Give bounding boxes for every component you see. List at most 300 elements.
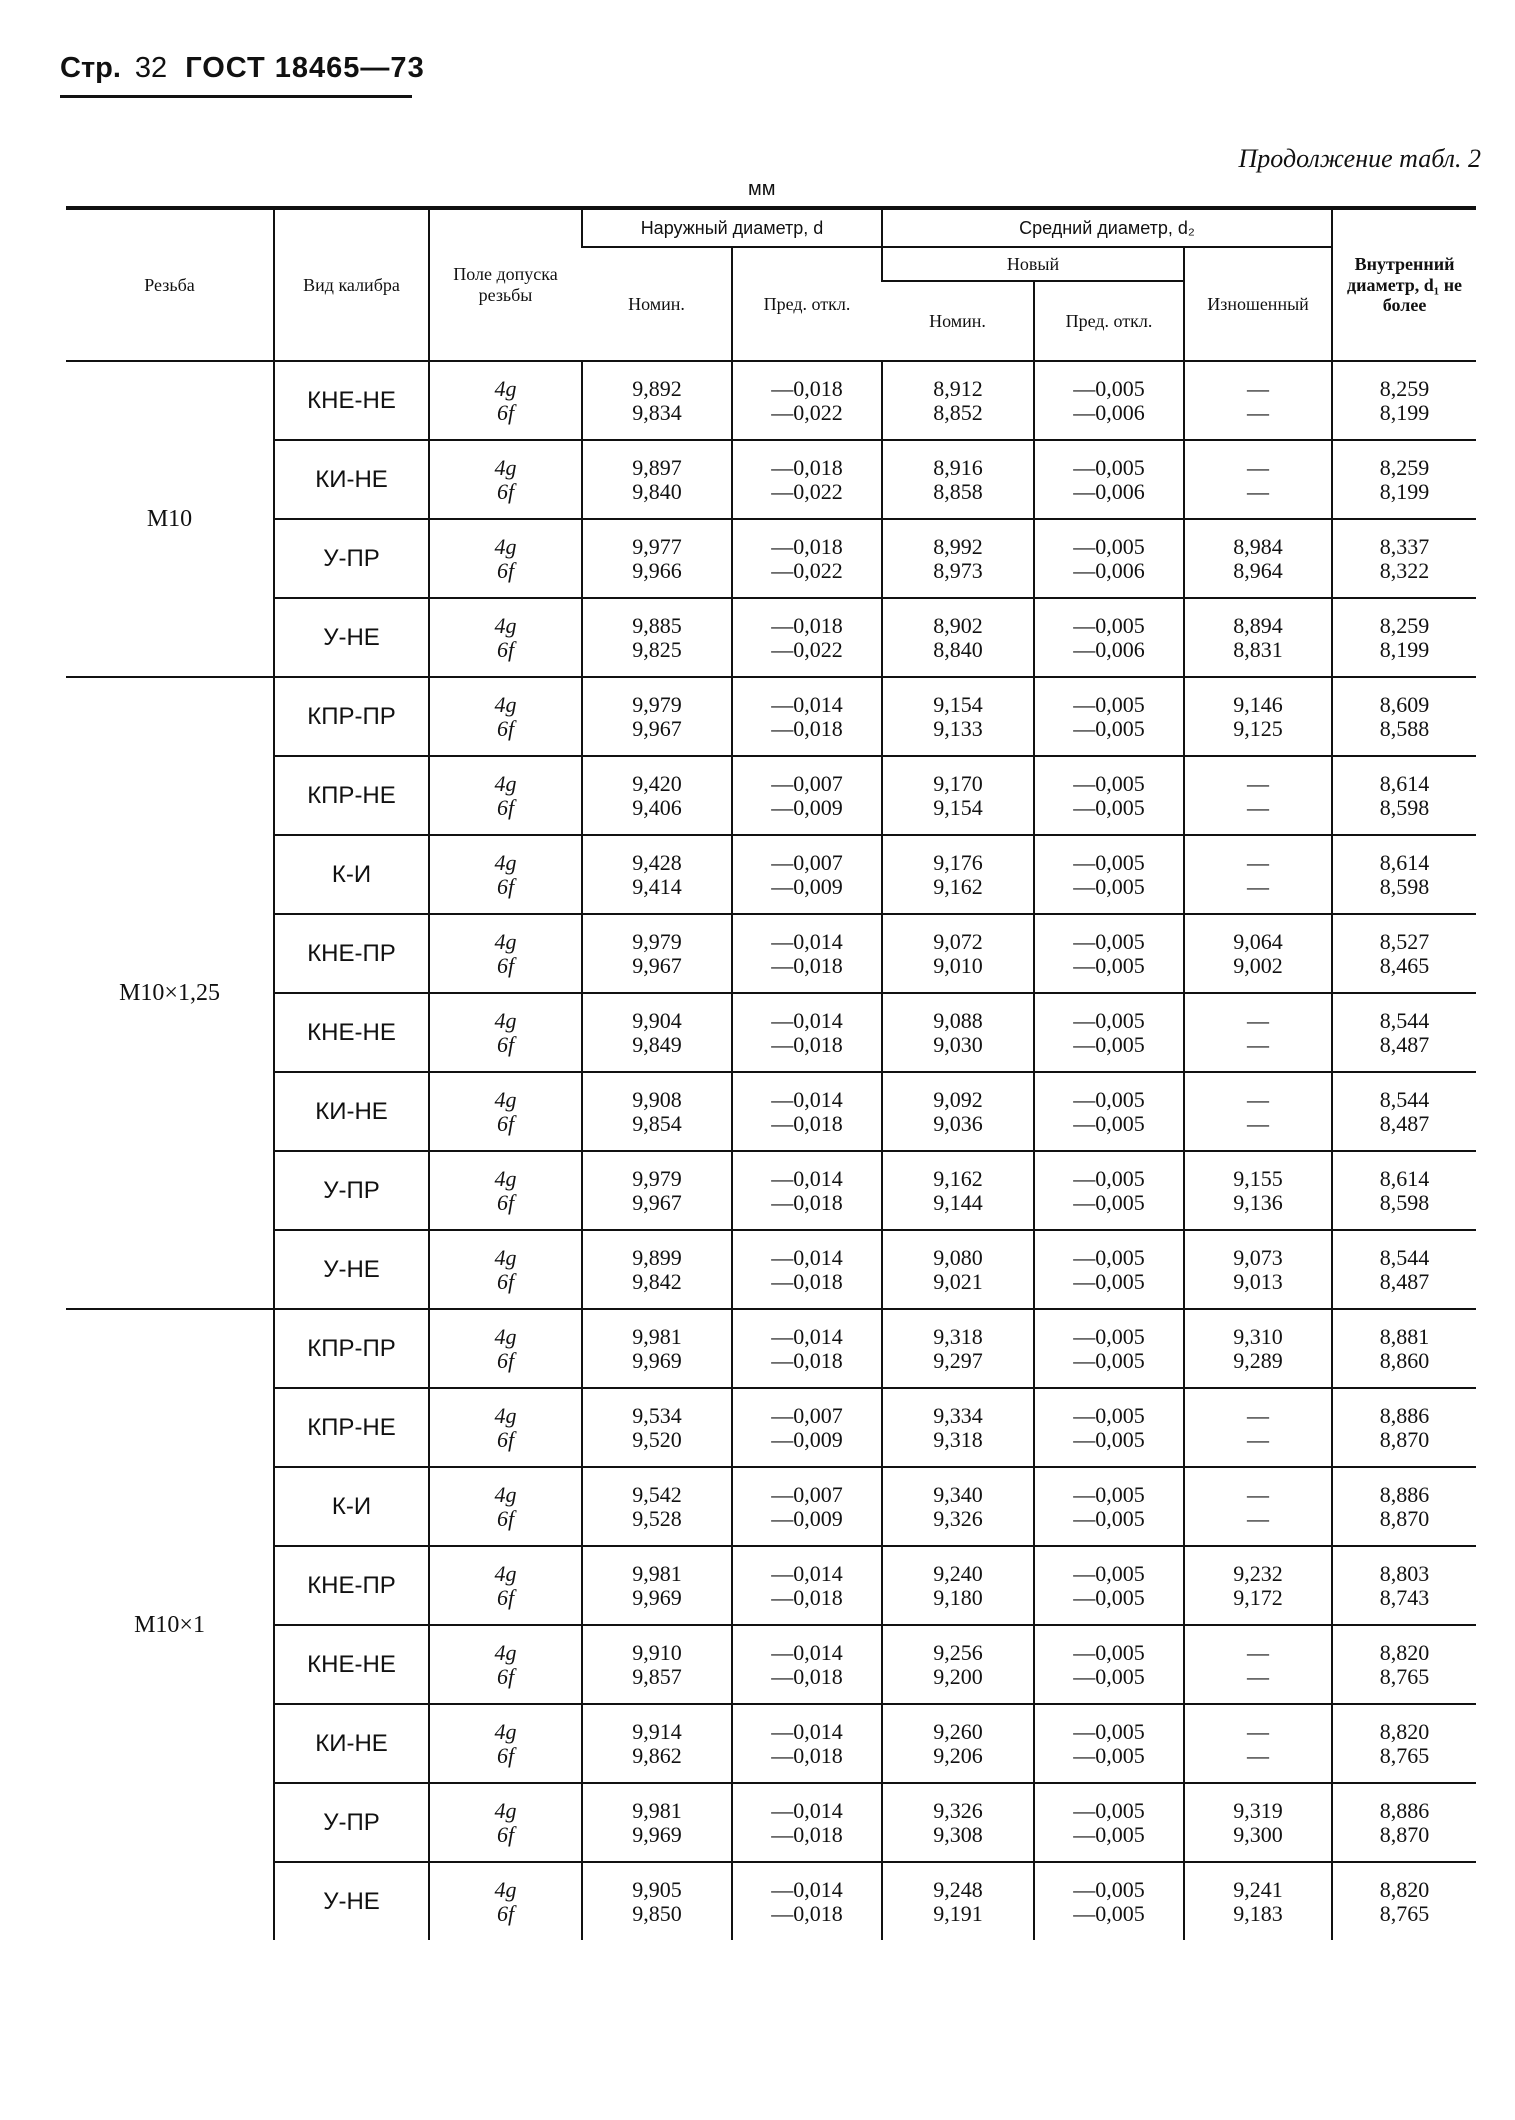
inner-diameter-value: 8,337 <box>1379 533 1430 559</box>
middle-nominal-value: 8,912 <box>933 375 983 401</box>
outer-deviation <box>732 519 882 598</box>
table-row <box>66 1230 1476 1309</box>
middle-nominal-value: 9,080 <box>933 1244 983 1270</box>
middle-nominal-value: 9,133 <box>933 715 983 741</box>
middle-nominal-value: 9,144 <box>933 1189 983 1215</box>
col-header-middle-diameter <box>882 208 1332 247</box>
inner-diameter <box>1332 756 1476 835</box>
middle-nominal-value: 8,902 <box>933 612 983 638</box>
outer-deviation-value: —0,009 <box>771 794 843 820</box>
inner-diameter <box>1332 1546 1476 1625</box>
worn-middle <box>1184 1546 1332 1625</box>
table-row <box>66 914 1476 993</box>
tolerance-field <box>429 1230 582 1309</box>
table-row <box>66 677 1476 756</box>
middle-deviation-value: —0,005 <box>1073 1165 1145 1191</box>
tolerance-field-value: 6f <box>496 873 515 899</box>
worn-middle <box>1184 1072 1332 1151</box>
worn-middle <box>1184 1467 1332 1546</box>
inner-diameter-value: 8,487 <box>1379 1031 1430 1057</box>
inner-diameter <box>1332 1862 1476 1940</box>
worn-middle-value: — <box>1247 1402 1270 1428</box>
middle-nominal-value: 9,256 <box>933 1639 983 1665</box>
middle-nominal-value: 8,840 <box>933 636 983 662</box>
outer-deviation-value: —0,018 <box>771 1663 843 1689</box>
tolerance-field-value: 4g <box>494 691 517 717</box>
inner-diameter-value: 8,820 <box>1379 1639 1430 1665</box>
table-row <box>66 1388 1476 1467</box>
inner-diameter <box>1332 1388 1476 1467</box>
outer-nominal-value: 9,862 <box>632 1742 682 1768</box>
middle-nominal <box>882 1151 1034 1230</box>
middle-nominal <box>882 519 1034 598</box>
outer-nominal-value: 9,981 <box>632 1323 682 1349</box>
tolerance-field-value: 4g <box>494 1086 517 1112</box>
middle-deviation-value: —0,005 <box>1073 1639 1145 1665</box>
outer-deviation <box>732 1072 882 1151</box>
col-header-thread: Резьба <box>66 208 274 361</box>
thread-designation: M10×1 <box>66 1309 274 1940</box>
tolerance-field <box>429 1309 582 1388</box>
outer-nominal-value: 9,842 <box>632 1268 682 1294</box>
worn-middle <box>1184 1309 1332 1388</box>
worn-middle <box>1184 835 1332 914</box>
outer-deviation <box>732 440 882 519</box>
outer-deviation-value: —0,022 <box>771 557 843 583</box>
outer-nominal-value: 9,834 <box>632 399 682 425</box>
tolerance-field <box>429 993 582 1072</box>
inner-diameter-value: 8,598 <box>1379 794 1430 820</box>
unit-label: мм <box>748 178 776 200</box>
table-row <box>66 1467 1476 1546</box>
outer-deviation-value: —0,018 <box>771 1110 843 1136</box>
middle-nominal <box>882 1309 1034 1388</box>
middle-deviation-value: —0,005 <box>1073 1031 1145 1057</box>
outer-nominal <box>582 1704 732 1783</box>
middle-nominal <box>882 1783 1034 1862</box>
outer-nominal <box>582 361 732 440</box>
inner-diameter-value: 8,820 <box>1379 1876 1430 1902</box>
middle-deviation-value: —0,005 <box>1073 1086 1145 1112</box>
middle-nominal-value: 9,170 <box>933 770 983 796</box>
tolerance-field-value: 6f <box>496 478 515 504</box>
outer-deviation <box>732 1783 882 1862</box>
outer-nominal-value: 9,969 <box>632 1821 682 1847</box>
inner-diameter-value: 8,259 <box>1379 375 1430 401</box>
inner-diameter <box>1332 677 1476 756</box>
middle-nominal <box>882 1230 1034 1309</box>
tolerance-field <box>429 914 582 993</box>
col-header-middle-nominal: Номин. <box>882 281 1034 361</box>
middle-deviation <box>1034 1309 1184 1388</box>
middle-deviation <box>1034 1230 1184 1309</box>
inner-diameter <box>1332 1230 1476 1309</box>
tolerance-field-value: 4g <box>494 1481 517 1507</box>
tolerance-field-value: 4g <box>494 1718 517 1744</box>
outer-nominal-value: 9,885 <box>632 612 682 638</box>
inner-diameter-value: 8,870 <box>1379 1505 1430 1531</box>
middle-nominal <box>882 677 1034 756</box>
tolerance-field-value: 6f <box>496 557 515 583</box>
outer-nominal-value: 9,905 <box>632 1876 682 1902</box>
outer-deviation-value: —0,007 <box>771 1402 843 1428</box>
worn-middle-value: — <box>1247 849 1270 875</box>
outer-nominal <box>582 756 732 835</box>
tolerance-field-value: 4g <box>494 1797 517 1823</box>
middle-deviation-value: —0,005 <box>1073 1244 1145 1270</box>
worn-middle-value: 9,319 <box>1233 1797 1283 1823</box>
middle-deviation <box>1034 993 1184 1072</box>
tolerance-field-value: 6f <box>496 1347 515 1373</box>
table-row <box>66 1625 1476 1704</box>
middle-deviation-value: —0,005 <box>1073 1742 1145 1768</box>
outer-nominal-value: 9,825 <box>632 636 682 662</box>
table-row <box>66 993 1476 1072</box>
gauge-type: КИ-НЕ <box>274 1072 429 1151</box>
middle-deviation-value: —0,005 <box>1073 928 1145 954</box>
worn-middle-value: 9,013 <box>1233 1268 1283 1294</box>
inner-diameter <box>1332 835 1476 914</box>
worn-middle <box>1184 677 1332 756</box>
middle-nominal-value: 9,162 <box>933 873 983 899</box>
outer-nominal-value: 9,849 <box>632 1031 682 1057</box>
outer-nominal <box>582 440 732 519</box>
worn-middle <box>1184 440 1332 519</box>
middle-deviation-value: —0,005 <box>1073 1481 1145 1507</box>
gauge-type: КПР-ПР <box>274 1309 429 1388</box>
outer-nominal <box>582 1862 732 1940</box>
middle-nominal <box>882 1467 1034 1546</box>
worn-middle <box>1184 1230 1332 1309</box>
tolerance-field <box>429 756 582 835</box>
inner-diameter-value: 8,544 <box>1379 1086 1430 1112</box>
worn-middle <box>1184 1388 1332 1467</box>
gauge-type: У-НЕ <box>274 1230 429 1309</box>
gauge-type: У-НЕ <box>274 598 429 677</box>
inner-diameter-value: 8,614 <box>1379 770 1430 796</box>
outer-deviation-value: —0,014 <box>771 1876 843 1902</box>
worn-middle-value: — <box>1247 1663 1270 1689</box>
worn-middle-value: — <box>1247 1031 1270 1057</box>
tolerance-field-value: 4g <box>494 1244 517 1270</box>
outer-deviation-value: —0,009 <box>771 1505 843 1531</box>
outer-nominal-value: 9,904 <box>632 1007 682 1033</box>
outer-nominal-value: 9,981 <box>632 1560 682 1586</box>
table-row <box>66 835 1476 914</box>
outer-nominal-value: 9,897 <box>632 454 682 480</box>
middle-nominal-value: 9,206 <box>933 1742 983 1768</box>
table-row <box>66 440 1476 519</box>
middle-nominal-value: 9,036 <box>933 1110 983 1136</box>
inner-diameter-value: 8,765 <box>1379 1663 1430 1689</box>
worn-middle <box>1184 519 1332 598</box>
middle-deviation-value: —0,005 <box>1073 1189 1145 1215</box>
outer-deviation-value: —0,009 <box>771 1426 843 1452</box>
outer-nominal <box>582 1783 732 1862</box>
inner-diameter-value: 8,527 <box>1379 928 1430 954</box>
worn-middle-value: 9,002 <box>1233 952 1283 978</box>
inner-diameter <box>1332 993 1476 1072</box>
tolerance-field <box>429 1704 582 1783</box>
inner-diameter-value: 8,803 <box>1379 1560 1430 1586</box>
inner-diameter <box>1332 1783 1476 1862</box>
middle-deviation-value: —0,005 <box>1073 1402 1145 1428</box>
inner-diameter <box>1332 914 1476 993</box>
gauge-type: КНЕ-НЕ <box>274 1625 429 1704</box>
tolerance-field <box>429 1546 582 1625</box>
middle-deviation-value: —0,005 <box>1073 691 1145 717</box>
page-header <box>60 52 425 85</box>
middle-deviation <box>1034 1783 1184 1862</box>
worn-middle-value: 8,894 <box>1233 612 1283 638</box>
tolerance-field-value: 6f <box>496 1505 515 1531</box>
table-row <box>66 1546 1476 1625</box>
inner-diameter <box>1332 598 1476 677</box>
outer-nominal-value: 9,542 <box>632 1481 682 1507</box>
outer-deviation-value: —0,018 <box>771 375 843 401</box>
standard-number: ГОСТ 18465—73 <box>185 52 425 84</box>
middle-deviation-value: —0,006 <box>1073 478 1145 504</box>
tolerance-field-value: 4g <box>494 1323 517 1349</box>
middle-deviation-value: —0,005 <box>1073 1876 1145 1902</box>
middle-nominal <box>882 1546 1034 1625</box>
worn-middle-value: 9,155 <box>1233 1165 1283 1191</box>
outer-deviation-value: —0,014 <box>771 1797 843 1823</box>
outer-deviation <box>732 1467 882 1546</box>
middle-nominal <box>882 914 1034 993</box>
inner-diameter-value: 8,259 <box>1379 454 1430 480</box>
middle-deviation <box>1034 914 1184 993</box>
tolerance-field <box>429 835 582 914</box>
outer-nominal-value: 9,840 <box>632 478 682 504</box>
middle-deviation-value: —0,005 <box>1073 1505 1145 1531</box>
outer-deviation-value: —0,007 <box>771 770 843 796</box>
outer-deviation-value: —0,014 <box>771 1639 843 1665</box>
thread-designation: M10×1,25 <box>66 677 274 1309</box>
gauge-type: У-НЕ <box>274 1862 429 1940</box>
outer-deviation <box>732 1151 882 1230</box>
worn-middle-value: — <box>1247 873 1270 899</box>
middle-deviation <box>1034 1704 1184 1783</box>
tolerance-field <box>429 1783 582 1862</box>
middle-deviation <box>1034 598 1184 677</box>
worn-middle-value: 9,146 <box>1233 691 1283 717</box>
thread-designation: M10 <box>66 361 274 677</box>
tolerance-field-value: 4g <box>494 1560 517 1586</box>
tolerance-field-value: 4g <box>494 1402 517 1428</box>
worn-middle <box>1184 914 1332 993</box>
middle-deviation-value: —0,005 <box>1073 952 1145 978</box>
outer-deviation-value: —0,018 <box>771 952 843 978</box>
tolerance-field-value: 6f <box>496 636 515 662</box>
outer-nominal <box>582 1388 732 1467</box>
gauge-type: КНЕ-ПР <box>274 1546 429 1625</box>
inner-diameter-value: 8,199 <box>1379 478 1430 504</box>
gauge-type: К-И <box>274 1467 429 1546</box>
middle-deviation-value: —0,005 <box>1073 1347 1145 1373</box>
tolerance-field-value: 4g <box>494 770 517 796</box>
outer-deviation <box>732 1388 882 1467</box>
middle-deviation <box>1034 1388 1184 1467</box>
outer-nominal-value: 9,979 <box>632 691 682 717</box>
outer-nominal <box>582 1230 732 1309</box>
col-header-middle-deviation: Пред. откл. <box>1034 281 1184 361</box>
middle-deviation <box>1034 677 1184 756</box>
worn-middle-value: 9,241 <box>1233 1876 1283 1902</box>
col-header-inner-diameter: Внутренний диаметр, d₁ не более <box>1332 208 1476 361</box>
worn-middle <box>1184 598 1332 677</box>
middle-nominal <box>882 1862 1034 1940</box>
inner-diameter-value: 8,609 <box>1379 691 1430 717</box>
outer-deviation <box>732 677 882 756</box>
tolerance-field <box>429 1072 582 1151</box>
tolerance-field <box>429 1151 582 1230</box>
inner-diameter <box>1332 1309 1476 1388</box>
middle-deviation-value: —0,005 <box>1073 612 1145 638</box>
inner-diameter <box>1332 1704 1476 1783</box>
middle-deviation-value: —0,005 <box>1073 1426 1145 1452</box>
middle-deviation-value: —0,005 <box>1073 533 1145 559</box>
worn-middle-value: — <box>1247 1742 1270 1768</box>
tolerance-field <box>429 1467 582 1546</box>
worn-middle-value: 9,125 <box>1233 715 1283 741</box>
outer-nominal-value: 9,967 <box>632 1189 682 1215</box>
outer-deviation-value: —0,014 <box>771 928 843 954</box>
outer-nominal <box>582 993 732 1072</box>
outer-deviation-value: —0,018 <box>771 1189 843 1215</box>
middle-deviation <box>1034 1467 1184 1546</box>
middle-nominal-value: 9,326 <box>933 1797 983 1823</box>
gauge-type: У-ПР <box>274 1783 429 1862</box>
middle-nominal-value: 8,973 <box>933 557 983 583</box>
middle-nominal-value: 9,191 <box>933 1900 983 1926</box>
worn-middle <box>1184 756 1332 835</box>
middle-nominal-value: 9,030 <box>933 1031 983 1057</box>
outer-nominal <box>582 1467 732 1546</box>
inner-diameter-value: 8,199 <box>1379 636 1430 662</box>
outer-deviation <box>732 914 882 993</box>
middle-nominal-value: 9,072 <box>933 928 983 954</box>
outer-deviation <box>732 598 882 677</box>
col-header-gauge: Вид калибра <box>274 208 429 361</box>
outer-nominal-value: 9,520 <box>632 1426 682 1452</box>
middle-deviation-value: —0,005 <box>1073 454 1145 480</box>
worn-middle-value: — <box>1247 1110 1270 1136</box>
middle-deviation <box>1034 1546 1184 1625</box>
middle-deviation <box>1034 835 1184 914</box>
middle-nominal-value: 9,248 <box>933 1876 983 1902</box>
outer-nominal-value: 9,979 <box>632 928 682 954</box>
outer-nominal-value: 9,908 <box>632 1086 682 1112</box>
inner-diameter-value: 8,598 <box>1379 1189 1430 1215</box>
tolerance-field-value: 4g <box>494 375 517 401</box>
outer-nominal <box>582 677 732 756</box>
middle-deviation-value: —0,006 <box>1073 636 1145 662</box>
middle-deviation-value: —0,005 <box>1073 1718 1145 1744</box>
middle-deviation <box>1034 1151 1184 1230</box>
middle-deviation-value: —0,005 <box>1073 1323 1145 1349</box>
middle-nominal <box>882 993 1034 1072</box>
outer-deviation-value: —0,014 <box>771 1560 843 1586</box>
outer-deviation <box>732 361 882 440</box>
tolerance-field-value: 6f <box>496 952 515 978</box>
middle-nominal-value: 9,340 <box>933 1481 983 1507</box>
middle-nominal-value: 9,297 <box>933 1347 983 1373</box>
inner-diameter-value: 8,886 <box>1379 1402 1430 1428</box>
middle-nominal-value: 9,176 <box>933 849 983 875</box>
middle-nominal-value: 8,852 <box>933 399 983 425</box>
outer-nominal <box>582 914 732 993</box>
worn-middle-value: — <box>1247 454 1270 480</box>
inner-diameter-value: 8,544 <box>1379 1244 1430 1270</box>
middle-nominal <box>882 756 1034 835</box>
tolerance-field-value: 6f <box>496 1663 515 1689</box>
middle-nominal <box>882 598 1034 677</box>
outer-deviation <box>732 1546 882 1625</box>
outer-nominal <box>582 1309 732 1388</box>
worn-middle-value: — <box>1247 1426 1270 1452</box>
table-row <box>66 1704 1476 1783</box>
tolerance-field-value: 6f <box>496 1821 515 1847</box>
middle-diameter-label: Средний диаметр, d₂ <box>1019 217 1195 238</box>
inner-diameter <box>1332 361 1476 440</box>
col-header-tolerance: Поле допуска резьбы <box>429 208 582 361</box>
worn-middle-value: — <box>1247 770 1270 796</box>
middle-nominal <box>882 1388 1034 1467</box>
outer-deviation <box>732 1862 882 1940</box>
middle-nominal-value: 9,308 <box>933 1821 983 1847</box>
gauge-type: КНЕ-НЕ <box>274 361 429 440</box>
worn-middle <box>1184 1862 1332 1940</box>
middle-nominal-value: 8,916 <box>933 454 983 480</box>
tolerance-field-value: 6f <box>496 1268 515 1294</box>
middle-nominal <box>882 1072 1034 1151</box>
inner-diameter-value: 8,886 <box>1379 1481 1430 1507</box>
worn-middle-value: 9,232 <box>1233 1560 1283 1586</box>
outer-nominal-value: 9,854 <box>632 1110 682 1136</box>
inner-diameter-value: 8,886 <box>1379 1797 1430 1823</box>
middle-nominal <box>882 1625 1034 1704</box>
tolerance-field <box>429 361 582 440</box>
outer-nominal-value: 9,857 <box>632 1663 682 1689</box>
col-header-worn: Изношенный <box>1184 247 1332 361</box>
outer-deviation-value: —0,022 <box>771 399 843 425</box>
middle-deviation <box>1034 1072 1184 1151</box>
middle-nominal-value: 9,318 <box>933 1426 983 1452</box>
inner-diameter <box>1332 519 1476 598</box>
middle-nominal-value: 9,088 <box>933 1007 983 1033</box>
worn-middle-value: 8,831 <box>1233 636 1283 662</box>
worn-middle-value: 9,172 <box>1233 1584 1283 1610</box>
inner-diameter-value: 8,544 <box>1379 1007 1430 1033</box>
outer-nominal <box>582 1151 732 1230</box>
worn-middle-value: — <box>1247 1086 1270 1112</box>
outer-nominal <box>582 1072 732 1151</box>
middle-nominal-value: 9,162 <box>933 1165 983 1191</box>
middle-deviation-value: —0,005 <box>1073 375 1145 401</box>
tolerance-field-value: 4g <box>494 1639 517 1665</box>
outer-deviation-value: —0,014 <box>771 691 843 717</box>
inner-diameter-value: 8,870 <box>1379 1821 1430 1847</box>
outer-deviation-value: —0,018 <box>771 1031 843 1057</box>
outer-nominal-value: 9,406 <box>632 794 682 820</box>
worn-middle <box>1184 1704 1332 1783</box>
outer-nominal-value: 9,850 <box>632 1900 682 1926</box>
worn-middle-value: 9,310 <box>1233 1323 1283 1349</box>
table-row <box>66 1783 1476 1862</box>
middle-nominal <box>882 361 1034 440</box>
tolerance-field-value: 6f <box>496 399 515 425</box>
